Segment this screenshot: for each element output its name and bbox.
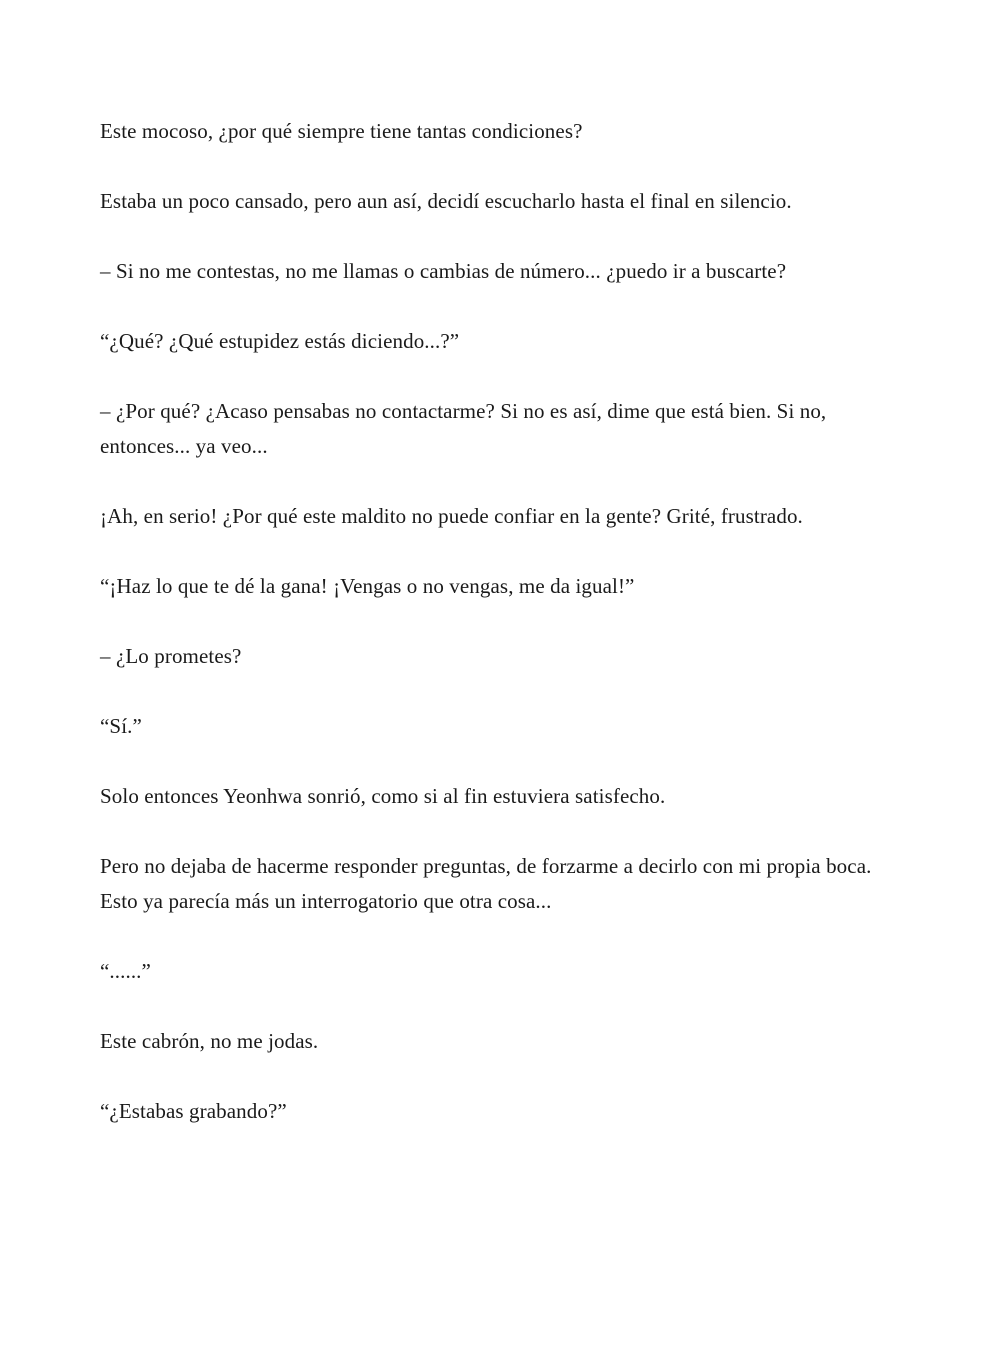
paragraph: “¿Qué? ¿Qué estupidez estás diciendo...?” xyxy=(100,329,460,353)
paragraph: “......” xyxy=(100,959,151,983)
paragraph: “¡Haz lo que te dé la gana! ¡Vengas o no vengas, me da igual!” xyxy=(100,574,635,598)
paragraph: “¿Estabas grabando?” xyxy=(100,1099,287,1123)
paragraph: – ¿Lo prometes? xyxy=(100,644,242,668)
document-body xyxy=(100,114,910,1164)
paragraph: Estaba un poco cansado, pero aun así, decidí escucharlo hasta el final en silencio. xyxy=(100,189,792,213)
paragraph: ¡Ah, en serio! ¿Por qué este maldito no puede confiar en la gente? Grité, frustrado. xyxy=(100,504,803,528)
paragraph: “Sí.” xyxy=(100,714,142,738)
paragraph: Pero no dejaba de hacerme responder preguntas, de forzarme a decirlo con mi propia boca. Esto ya parecía más un interrogatorio que otra cosa... xyxy=(100,854,872,913)
paragraph: Este cabrón, no me jodas. xyxy=(100,1029,319,1053)
paragraph: Solo entonces Yeonhwa sonrió, como si al fin estuviera satisfecho. xyxy=(100,784,666,808)
paragraph: Este mocoso, ¿por qué siempre tiene tantas condiciones? xyxy=(100,119,583,143)
paragraph: – Si no me contestas, no me llamas o cambias de número... ¿puedo ir a buscarte? xyxy=(100,259,787,283)
paragraph: – ¿Por qué? ¿Acaso pensabas no contactarme? Si no es así, dime que está bien. Si no, entonces... ya veo... xyxy=(100,399,827,458)
